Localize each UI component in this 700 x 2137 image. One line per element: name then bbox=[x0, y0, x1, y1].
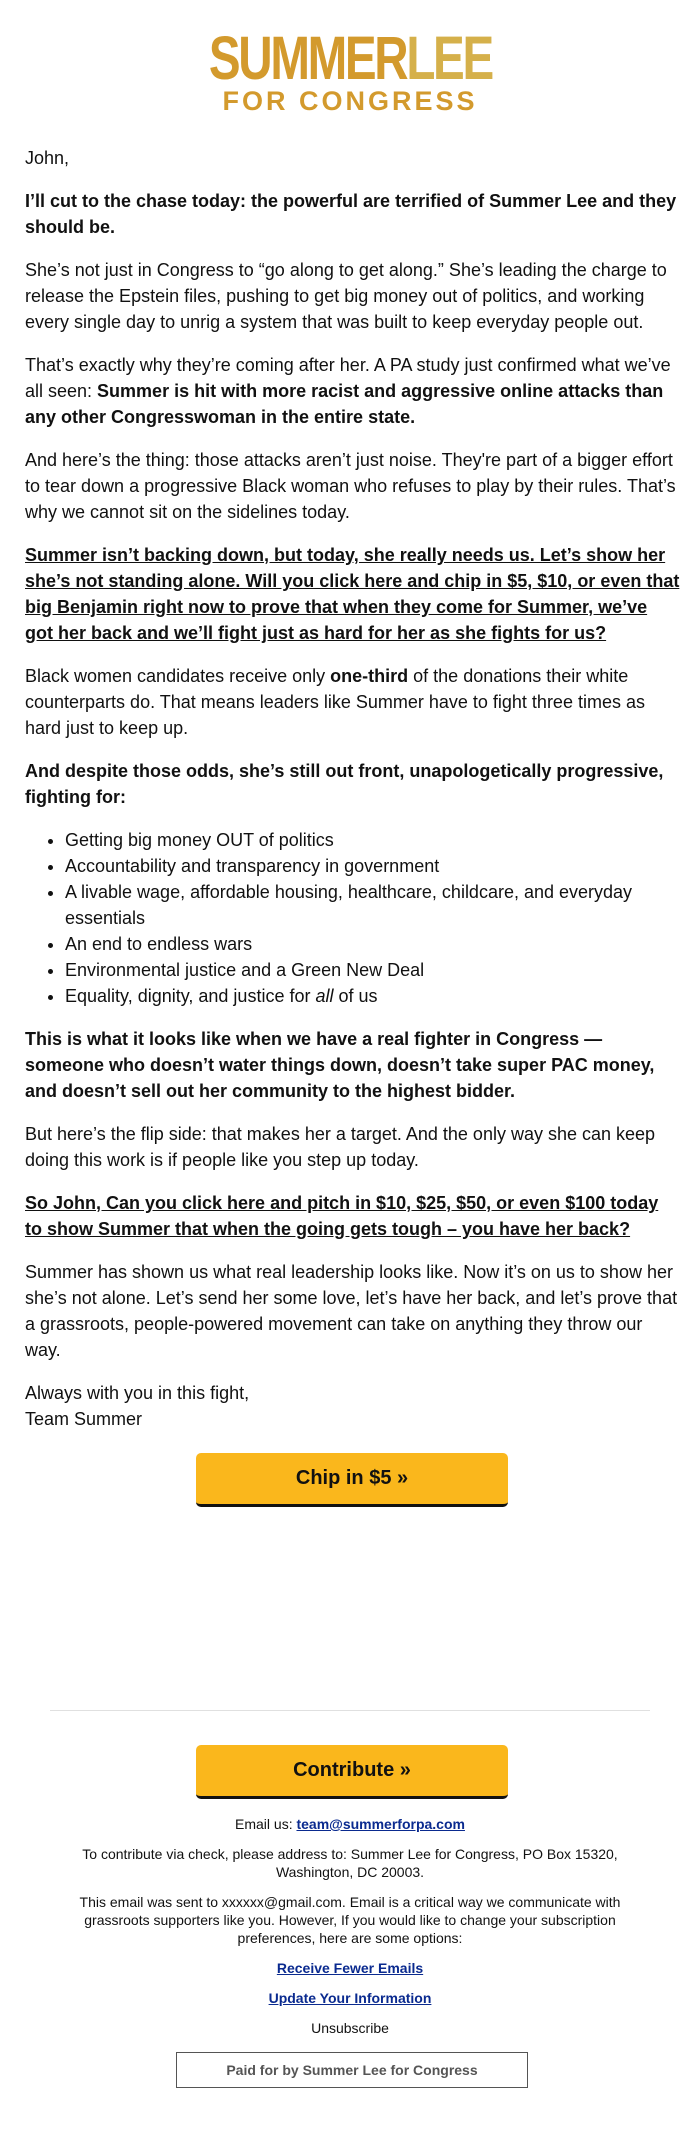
logo bbox=[0, 24, 700, 116]
list-item: • Getting big money OUT of politics bbox=[65, 827, 680, 853]
list-item: • Environmental justice and a Green New Deal bbox=[65, 957, 680, 983]
chip-in-button[interactable]: Chip in $5 » bbox=[196, 1453, 508, 1507]
paragraph-4: And here’s the thing: those attacks aren’t just noise. They're part of a bigger effort to tear down a progressive Black woman who refuses to play by their rules. That’s why we cannot sit on the sidelines today. bbox=[25, 450, 676, 522]
paragraph-3 bbox=[25, 352, 680, 430]
signoff bbox=[25, 1380, 680, 1432]
email-body bbox=[25, 145, 680, 1449]
paragraph-8: But here’s the flip side: that makes her a target. And the only way she can keep doing this work is if people like you step up today. bbox=[25, 1124, 656, 1170]
paragraph-9: Summer has shown us what real leadership looks like. Now it’s on us to show her she’s not alone. Let’s send her some love, let’s have her back, and let’s prove that a grassroots, people-powered movement can take on anything they throw our way. bbox=[25, 1262, 678, 1360]
footer-update bbox=[70, 1989, 630, 2007]
paragraph-7 bbox=[25, 1026, 680, 1104]
divider bbox=[50, 1710, 650, 1711]
paragraph-2: She’s not just in Congress to “go along to get along.” She’s leading the charge to release the Epstein files, pushing to get big money out of politics, and working every single day to unrig a system that was built to keep everyday people out. bbox=[25, 260, 667, 332]
list-item-text-end: of us bbox=[333, 986, 378, 1006]
list-item: • An end to endless wars bbox=[65, 931, 680, 957]
greeting: John, bbox=[25, 148, 70, 168]
footer-unsubscribe[interactable]: Unsubscribe bbox=[311, 2020, 389, 2036]
paragraph-5-text-a: Black women candidates receive only bbox=[25, 666, 331, 686]
list-item-text: Equality, dignity, and justice for bbox=[65, 986, 316, 1006]
footer bbox=[70, 1815, 630, 2049]
paragraph-6-bold: And despite those odds, she’s still out front, unapologetically progressive, fighting for: bbox=[25, 761, 664, 807]
list-item bbox=[65, 983, 680, 1009]
paragraph-6 bbox=[25, 758, 680, 810]
intro-paragraph bbox=[25, 188, 680, 240]
footer-email bbox=[70, 1815, 630, 1833]
paragraph-3-text: That’s exactly why they’re coming after her. A PA study just confirmed what we’ve all seen: bbox=[25, 355, 671, 401]
footer-sent: This email was sent to xxxxxx@gmail.com. Email is a critical way we communicate with grassroots supporters like you. However, If you would like to change your subscription preferences, here are some options: bbox=[79, 1894, 621, 1946]
list-item-italic: all bbox=[315, 986, 334, 1006]
logo-subtitle: FOR CONGRESS bbox=[222, 86, 478, 116]
paragraph-5-text-c: of the donations their white counterparts do. That means leaders like Summer have to fight three times as hard just to keep up. bbox=[25, 666, 645, 738]
list-item: • Accountability and transparency in government bbox=[65, 853, 680, 879]
signoff-line-2: Team Summer bbox=[25, 1409, 143, 1429]
intro-bold: I’ll cut to the chase today: the powerful are terrified of Summer Lee and they should be. bbox=[25, 191, 677, 237]
receive-fewer-emails-link[interactable]: Receive Fewer Emails bbox=[276, 1960, 424, 1976]
paragraph-5-bold: one-third bbox=[330, 666, 409, 686]
update-information-link[interactable]: Update Your Information bbox=[268, 1990, 432, 2006]
cta-paragraph-2 bbox=[25, 1190, 680, 1242]
logo-summer: SUMMER bbox=[208, 24, 406, 92]
footer-check: To contribute via check, please address to: Summer Lee for Congress, PO Box 15320, Washington, DC 20003. bbox=[82, 1846, 618, 1880]
logo-lee: LEE bbox=[405, 24, 492, 92]
footer-email-label: Email us: bbox=[235, 1816, 297, 1832]
paid-for-box: Paid for by Summer Lee for Congress bbox=[176, 2052, 528, 2088]
donate-link-1[interactable]: Summer isn’t backing down, but today, she really needs us. Let’s show her she’s not standing alone. Will you click here and chip in $5, $10, or even that big Benjamin right now to prove that when they come for Summer, we’ve got her back and we’ll fight just as hard for her as she fights for us? bbox=[25, 545, 680, 643]
paragraph-7-bold: This is what it looks like when we have a real fighter in Congress — someone who doesn’t water things down, doesn’t take super PAC money, and doesn’t sell out her community to the highest bidder. bbox=[25, 1029, 655, 1101]
email-link[interactable]: team@summerforpa.com bbox=[296, 1816, 465, 1832]
donate-link-2[interactable]: So John, Can you click here and pitch in $10, $25, $50, or even $100 today to show Summer that when the going gets tough – you have her back? bbox=[25, 1193, 659, 1239]
paragraph-5 bbox=[25, 663, 680, 741]
list-item: • A livable wage, affordable housing, healthcare, childcare, and everyday essentials bbox=[65, 879, 680, 931]
contribute-button[interactable]: Contribute » bbox=[196, 1745, 508, 1799]
signoff-line-1: Always with you in this fight, bbox=[25, 1383, 250, 1403]
paragraph-3-bold: Summer is hit with more racist and aggressive online attacks than any other Congresswoman in the entire state. bbox=[25, 381, 664, 427]
logo-wordmark bbox=[208, 24, 492, 92]
priorities-list bbox=[25, 827, 680, 1009]
footer-fewer bbox=[70, 1959, 630, 1977]
cta-paragraph-1 bbox=[25, 542, 680, 646]
